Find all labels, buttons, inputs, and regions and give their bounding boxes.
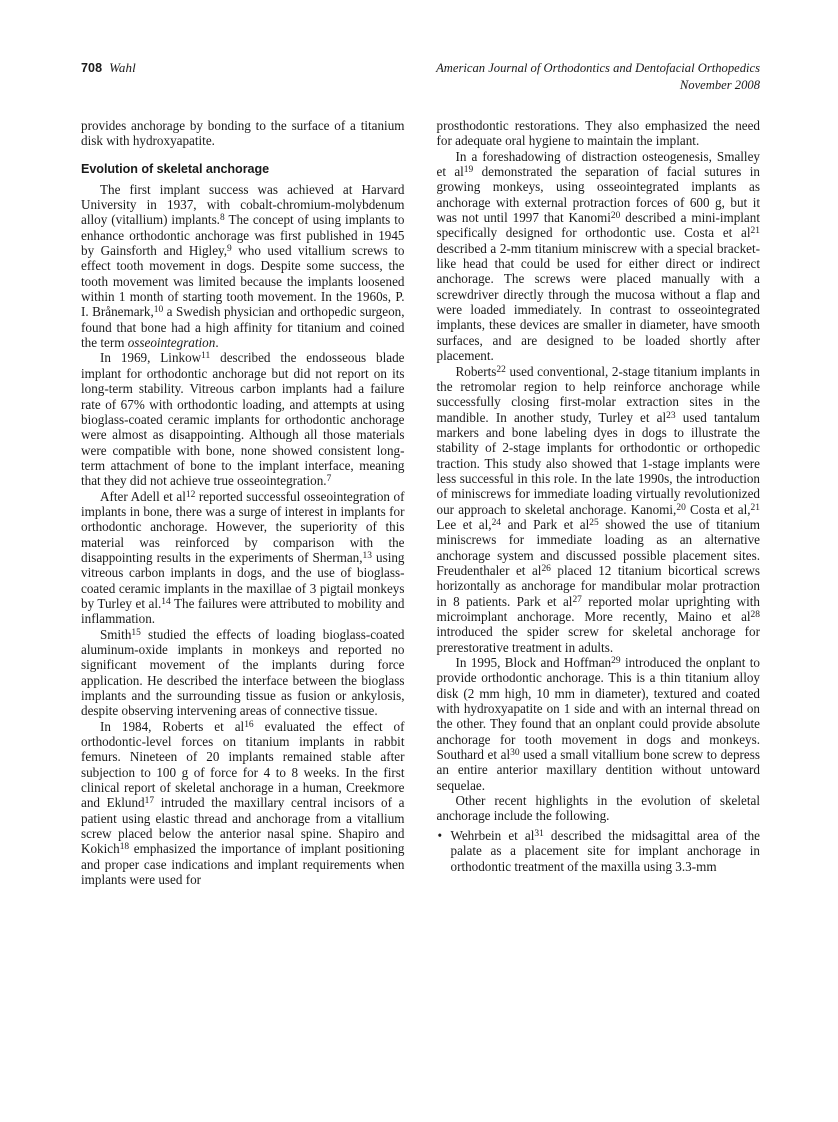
paragraph-right-2: Roberts$^{22}$ used conventional, 2-stage titanium implants in the retromolar region to help reinforce anchorage while successfully closing first-molar extraction sites in the mandible. In another study, Turley et $al^{23}$ used tantalum markers and bone labeling dyes in dogs to illustrate the stability of 2-stage implants for orthodontic or orthopedic traction. This study also showed that 1-stage implants were less successful in this role. In the late 1990s, the introduction of miniscrews for immediate loading virtually revolutionized our approach to skeletal anchorage. Kanomi,$^{20}$ Costa et al,$^{21}$ Lee et al,$^{24}$ and Park et $al^{25}$ showed the use of titanium miniscrews for immediate loading as an alternative anchorage system and discussed possible placement sites. Freudenthaler et $al^{26}$ placed 12 titanium bicortical screws horizontally as anchorage for mandibular molar protraction in 8 patients. Park et $al^{27}$ reported molar uprighting with microimplant anchorage. More recently, Maino et $al^{28}$ introduced the spider screw for skeletal anchorage for prerestorative treatment in adults. bbox=[436, 363, 761, 655]
section-heading-evolution: Evolution of skeletal anchorage bbox=[81, 161, 270, 176]
reference-marker: 8 bbox=[219, 213, 225, 224]
paragraph-right-4: Other recent highlights in the evolution of skeletal anchorage include the following. bbox=[436, 793, 760, 824]
highlights-list bbox=[437, 828, 761, 874]
reference-marker: 24 bbox=[491, 517, 502, 528]
reference-marker: 17 bbox=[144, 796, 155, 807]
reference-marker: 10 bbox=[153, 305, 164, 316]
reference-marker: 15 bbox=[131, 627, 141, 638]
issue-date: November 2008 bbox=[679, 77, 760, 92]
reference-marker: 13 bbox=[362, 550, 372, 561]
reference-marker: 28 bbox=[750, 610, 760, 621]
reference-marker: 20 bbox=[676, 502, 686, 513]
reference-marker: 29 bbox=[611, 656, 621, 667]
paragraph-continued-left: provides anchorage by bonding to the surface of a titanium disk with hydroxyapatite. bbox=[81, 118, 405, 149]
reference-marker: 30 bbox=[510, 748, 520, 759]
paragraph-left-3: After Adell et $al^{12}$ reported successful osseointegration of implants in bone, there was a surge of interest in implants for orthodontic anchorage. However, the superiority of this material was reinforced by comparison with the disappointing results in the experiments of Sherman,$^{13}$ using vitreous carbon implants in dogs, and the use of bioglass-coated ceramic implants in the maxillae of 3 pigtail monkeys by Turley et al.$^{14}$ The failures were attributed to mobility and inflammation. bbox=[81, 488, 405, 627]
journal-title: American Journal of Orthodontics and Dentofacial Orthopedics bbox=[436, 61, 760, 75]
reference-marker: 12 bbox=[185, 489, 196, 500]
reference-marker: 22 bbox=[496, 364, 506, 375]
reference-marker: 14 bbox=[161, 597, 171, 607]
reference-marker: 9 bbox=[227, 244, 232, 255]
paragraph-continued-right: prosthodontic restorations. They also emphasized the need for adequate oral hygiene to maintain the implant. bbox=[436, 118, 760, 149]
paragraph-left-2: In 1969, Linkow$^{11}$ described the endosseous blade implant for orthodontic anchorage but did not report on its long-term stability. Vitreous carbon implants had a failure rate of 67% with orthodontic loading, and attempts at using bioglass-coated ceramic implants for orthodontic anchorage were almost as disappointing. Although all those materials were compatible with bone, none showed consistent long-term attachment of bone to the implant interface, meaning that they did not achieve true osseointegration.$^7$ bbox=[81, 350, 405, 489]
reference-marker: 25 bbox=[589, 517, 599, 528]
reference-marker: 7 bbox=[326, 474, 332, 485]
reference-marker: 16 bbox=[244, 719, 254, 730]
paragraph-left-5: In 1984, Roberts et $al^{16}$ evaluated the effect of orthodontic-level forces on titanium implants in rabbit femurs. Nineteen of 20 implants remained stable after subjection to 100 g of force for 4 to 8 weeks. In the first clinical report of skeletal anchorage in a human, Creekmore and Eklund$^{17}$ intruded the maxillary central incisors of a patient using elastic thread and anchorage from a vitallium screw placed below the anterior nasal spine. Shapiro and Kokich$^{18}$ emphasized the importance of implant positioning and proper case indications and implant requirements when implants were used for bbox=[81, 718, 405, 888]
reference-marker: 11 bbox=[201, 351, 211, 362]
reference-marker: 19 bbox=[463, 165, 474, 176]
bullet-icon: • bbox=[437, 827, 443, 843]
right-column bbox=[437, 118, 761, 888]
running-head-left bbox=[81, 60, 136, 76]
reference-marker: 31 bbox=[534, 828, 544, 839]
reference-marker: 20 bbox=[610, 211, 621, 222]
running-head-right bbox=[436, 60, 760, 93]
paragraph-right-1: In a foreshadowing of distraction osteogenesis, Smalley et $al^{19}$ demonstrated the separation of facial sutures in growing monkeys, using osseointegrated implants as anchorage with external protraction forces of 600 g, but it was not until 1997 that Kanomi$^{20}$ described a mini-implant specifically designed for orthodontic use. Costa et $al^{21}$ described a 2-mm titanium miniscrew with a special bracket-like head that could be used for either direct or indirect anchorage. The screws were placed manually with a screwdriver directly through the mucosa without a flap and were loaded immediately. In contrast to osseointegrated implants, these devices are smaller in diameter, have smooth surfaces, and are designed to be loaded shortly after placement. bbox=[436, 148, 760, 364]
paragraph-right-3: In 1995, Block and Hoffman$^{29}$ introduced the onplant to provide orthodontic anchorage. This is a thin titanium alloy disk (2 mm high, 10 mm in diameter), textured and coated with hydroxyapatite on 1 side and with an internal thread on the other. They found that an onplant could provide absolute anchorage for tooth movement in dogs and monkeys. Southard et $al^{30}$ used a small vitallium bone screw to depress an entire anterior maxillary dentition without untoward sequelae. bbox=[436, 655, 761, 793]
page-number: 708 bbox=[81, 61, 103, 75]
reference-marker: 18 bbox=[119, 842, 130, 853]
paragraph-left-1: The first implant success was achieved at Harvard University in 1937, with cobalt-chromium-molybdenum alloy (vitallium) implants.$^8$ The concept of using implants to enhance orthodontic anchorage was first published in 1945 by Gainsforth and Higley,$^9$ who used vitallium screws to effect tooth movement in dogs. Despite some success, the tooth movement was limited because the implants loosened within 1 month of starting tooth movement. In the 1960s, P. I. Brånemark,$^{10}$ a Swedish physician and orthopedic surgeon, found that bone had a high affinity for titanium and coined the term osseointegration. bbox=[81, 181, 405, 351]
reference-marker: 26 bbox=[541, 564, 551, 574]
left-column bbox=[81, 118, 405, 888]
reference-marker: 21 bbox=[750, 502, 760, 513]
paragraph-left-4: Smith$^{15}$ studied the effects of loading bioglass-coated aluminum-oxide implants in monkeys and reported no significant movement of the implants during force application. He described the interface between the bioglass implants and the surrounding tissue as fusion or ankylosis, despite observing intervening areas of connective tissue. bbox=[81, 626, 405, 719]
italic-term: osseointegration bbox=[127, 335, 216, 351]
reference-marker: 27 bbox=[572, 594, 582, 605]
reference-marker: 21 bbox=[750, 226, 760, 237]
list-item: • Wehrbein et $al^{31}$ described the midsagittal area of the palate as a placement site for implant anchorage in orthodontic treatment of the maxilla using 3.3-mm bbox=[437, 827, 760, 874]
running-head-author: Wahl bbox=[109, 60, 136, 75]
body-columns bbox=[81, 118, 760, 888]
reference-marker: 23 bbox=[666, 410, 676, 421]
running-head bbox=[81, 60, 760, 96]
